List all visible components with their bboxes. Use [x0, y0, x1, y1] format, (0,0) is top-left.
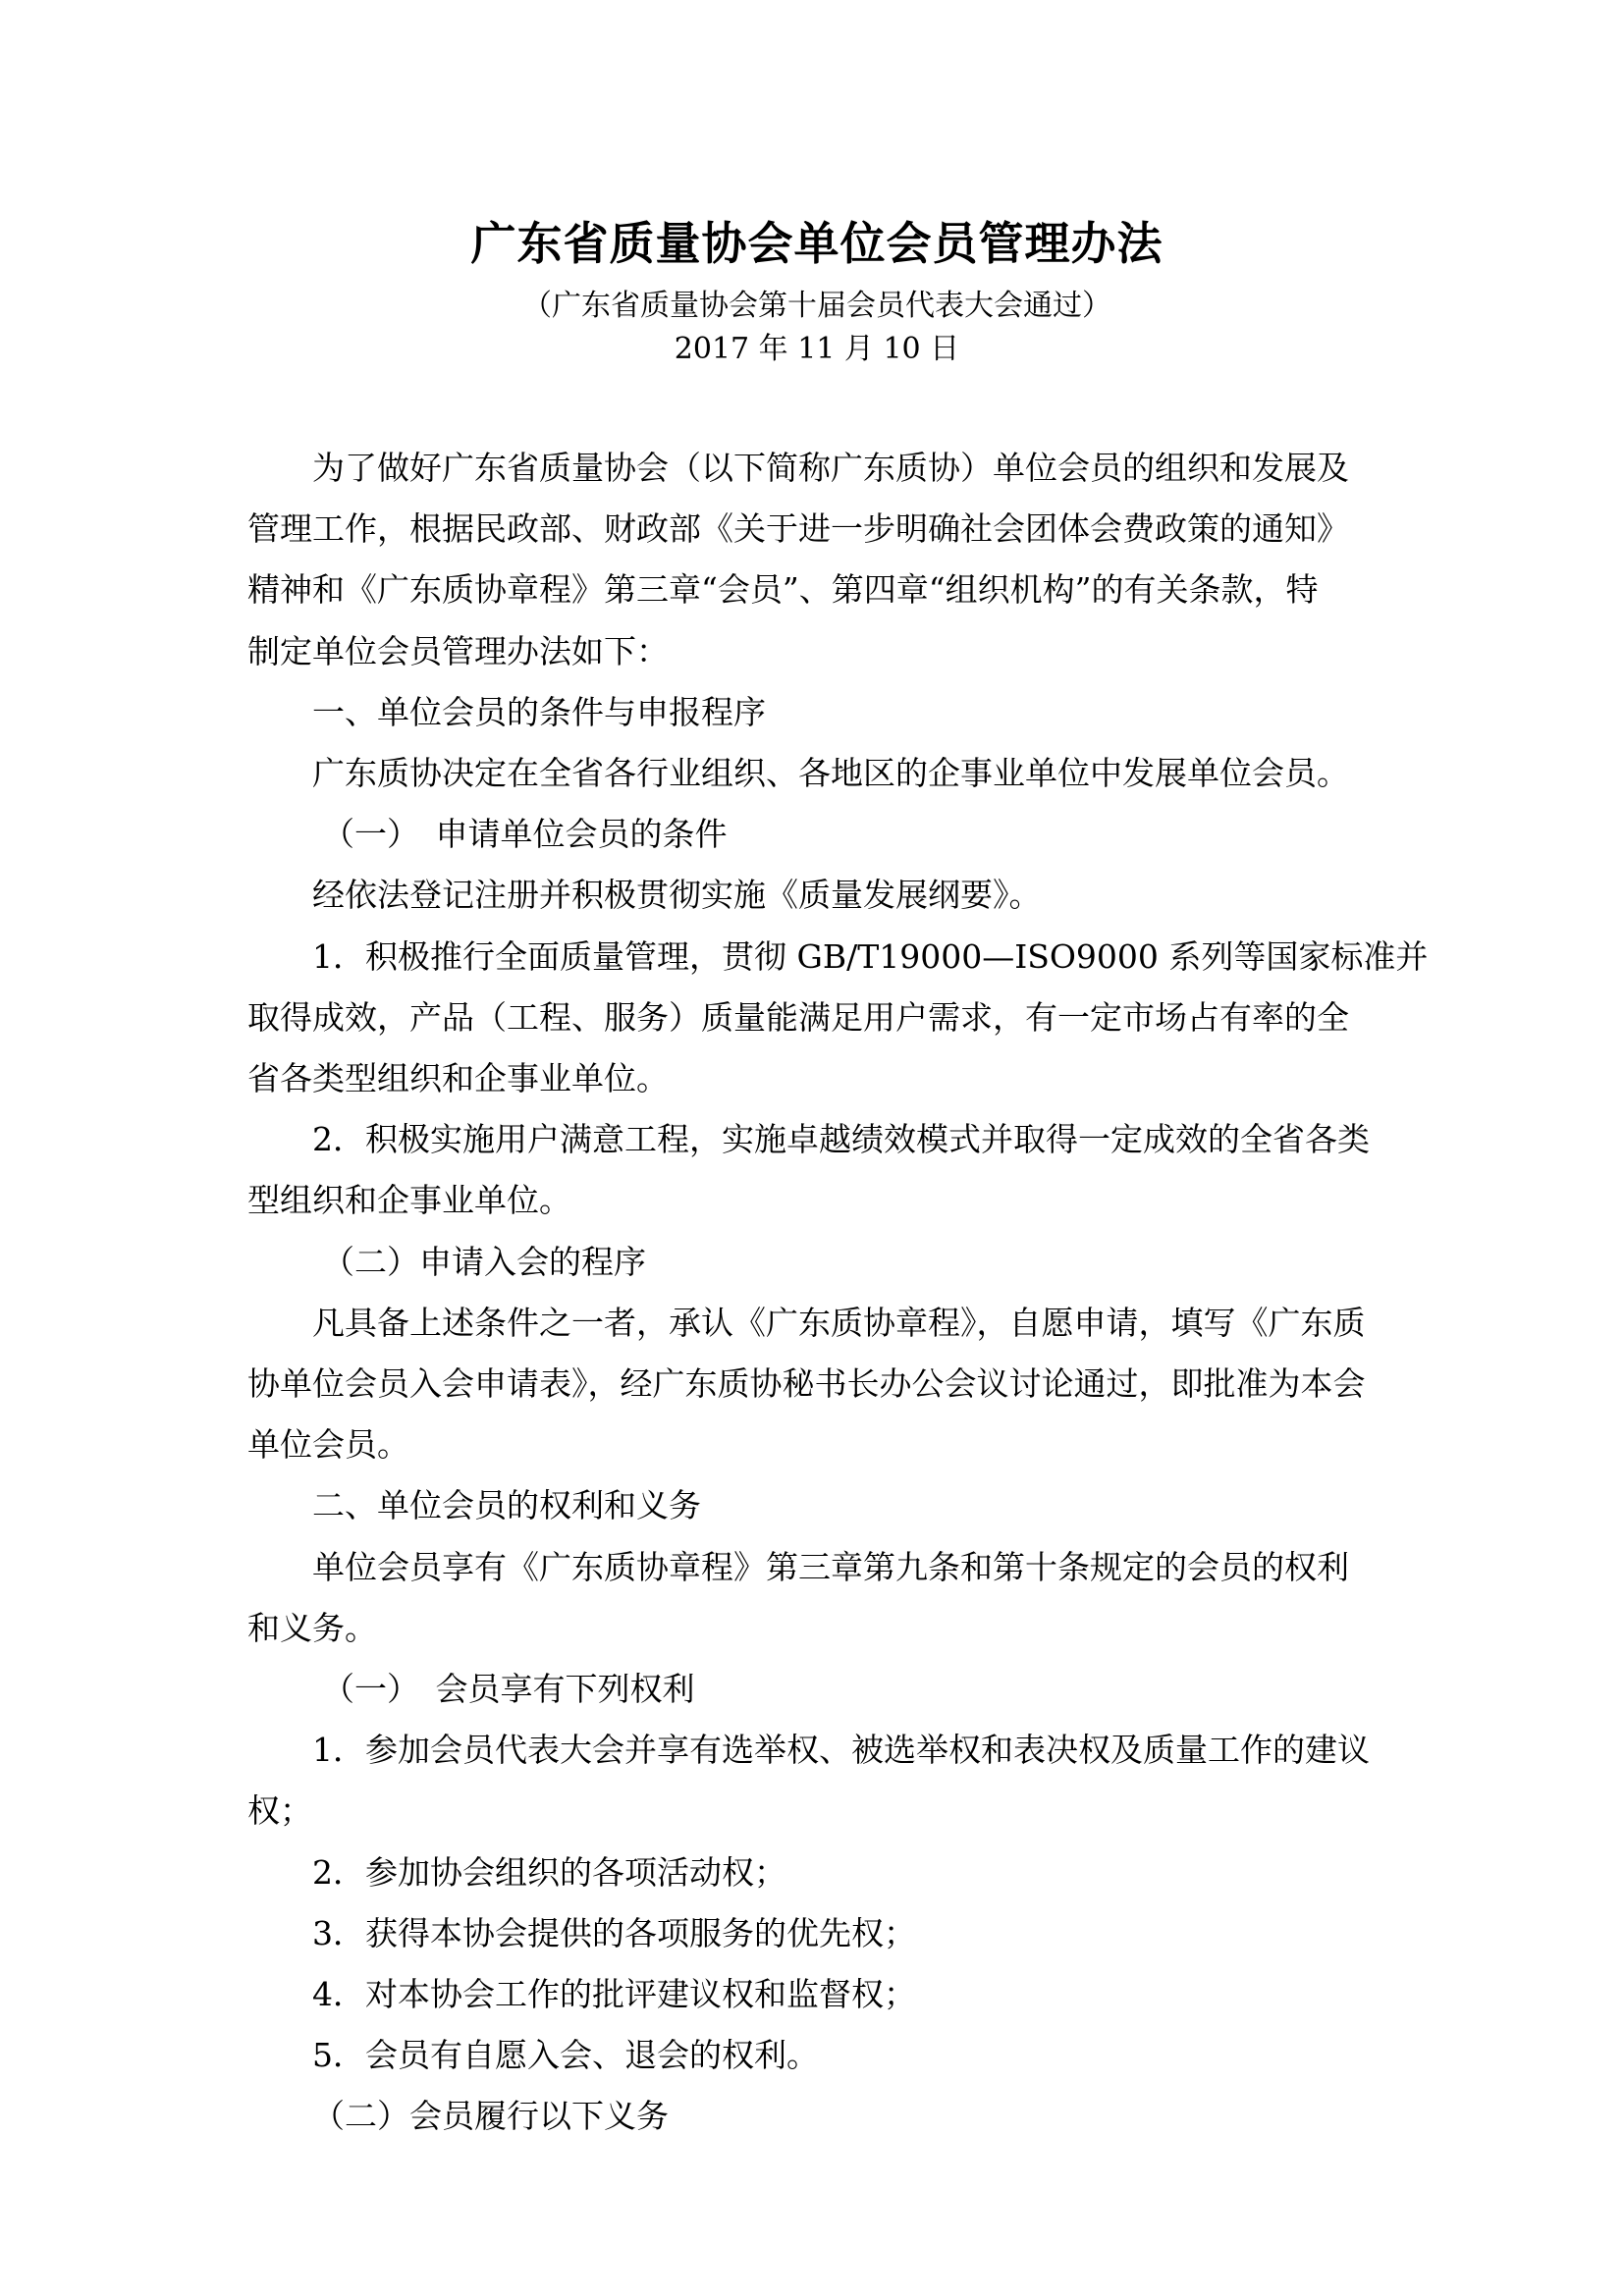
paragraph-line: 和义务。	[247, 1608, 377, 1647]
document-title: 广东省质量协会单位会员管理办法	[470, 217, 1164, 270]
subsection-heading: （一） 申请单位会员的条件	[322, 815, 728, 854]
paragraph-line: 制定单位会员管理办法如下：	[247, 631, 669, 670]
paragraph-line: 凡具备上述条件之一者，承认《广东质协章程》，自愿申请，填写《广东质	[312, 1303, 1366, 1342]
list-item-line: 省各类型组织和企事业单位。	[247, 1059, 669, 1098]
section-heading: 二、单位会员的权利和义务	[312, 1486, 701, 1525]
section-heading: 一、单位会员的条件与申报程序	[312, 692, 766, 731]
subsection-heading: （一） 会员享有下列权利	[322, 1670, 695, 1709]
list-item-line: 权；	[247, 1791, 312, 1831]
document-subtitle: （广东省质量协会第十届会员代表大会通过）	[522, 289, 1111, 323]
paragraph-line: 单位会员享有《广东质协章程》第三章第九条和第十条规定的会员的权利	[312, 1547, 1349, 1586]
subsection-heading: （二）会员履行以下义务	[312, 2097, 669, 2136]
paragraph-line: 单位会员。	[247, 1425, 409, 1465]
paragraph-line: 经依法登记注册并积极贯彻实施《质量发展纲要》。	[312, 876, 1042, 915]
document-body	[247, 438, 1429, 2148]
list-item-line: 2．参加协会组织的各项活动权；	[312, 1852, 786, 1892]
list-item-line: 3．获得本协会提供的各项服务的优先权；	[312, 1913, 916, 1952]
list-item-line: 2．积极实施用户满意工程，实施卓越绩效模式并取得一定成效的全省各类	[312, 1120, 1370, 1159]
paragraph-line: 精神和《广东质协章程》第三章“会员”、第四章“组织机构”的有关条款，特	[247, 570, 1319, 610]
list-item-line: 1．积极推行全面质量管理，贯彻 GB/T19000—ISO9000 系列等国家标准并	[312, 936, 1429, 976]
list-item-line: 取得成效，产品（工程、服务）质量能满足用户需求，有一定市场占有率的全	[247, 997, 1349, 1037]
list-item-line: 4．对本协会工作的批评建议权和监督权；	[312, 1975, 916, 2014]
list-item-line: 型组织和企事业单位。	[247, 1181, 571, 1220]
subsection-heading: （二）申请入会的程序	[322, 1242, 646, 1281]
paragraph-line: 协单位会员入会申请表》，经广东质协秘书长办公会议讨论通过，即批准为本会	[247, 1364, 1366, 1404]
document-page	[247, 0, 1429, 2296]
paragraph-line: 管理工作，根据民政部、财政部《关于进一步明确社会团体会费政策的通知》	[247, 509, 1349, 549]
paragraph-line: 广东质协决定在全省各行业组织、各地区的企事业单位中发展单位会员。	[312, 754, 1349, 793]
list-item-line: 5．会员有自愿入会、退会的权利。	[312, 2036, 819, 2075]
paragraph-line: 为了做好广东省质量协会（以下简称广东质协）单位会员的组织和发展及	[312, 449, 1349, 487]
list-item-line: 1．参加会员代表大会并享有选举权、被选举权和表决权及质量工作的建议	[312, 1731, 1370, 1770]
document-date: 2017 年 11 月 10 日	[674, 332, 960, 366]
